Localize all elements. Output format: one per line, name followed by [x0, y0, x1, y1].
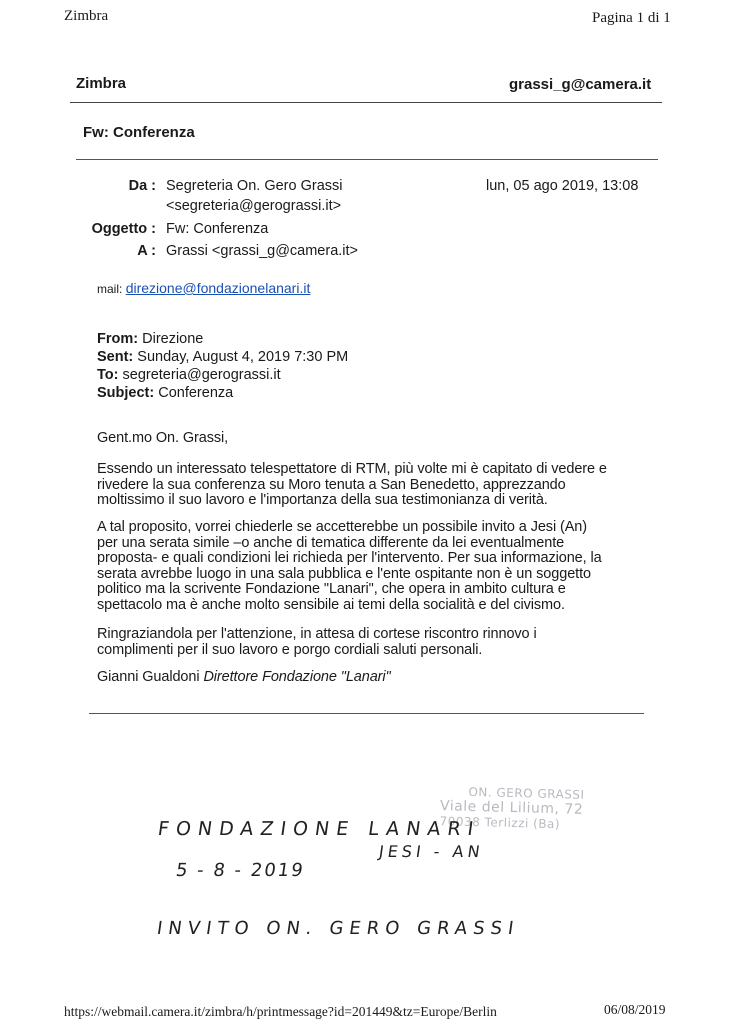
fwd-subject-row	[97, 384, 233, 402]
from-name: Segreteria On. Gero Grassi	[166, 178, 343, 194]
from-email: <segreteria@gerograssi.it>	[166, 198, 342, 214]
paragraph-2-line: per una serata simile –o anche di tematica differente da lei eventualmente	[97, 534, 565, 551]
mail-link[interactable]: direzione@fondazionelanari.it	[125, 280, 311, 296]
print-footer-date: 06/08/2019	[604, 1002, 666, 1017]
subject-row	[68, 220, 468, 240]
paragraph-2-line: spettacolo ma è anche molto sensibile ai temi della socialità e del civismo.	[97, 596, 565, 613]
subject-label: Oggetto :	[91, 221, 156, 237]
print-footer-url: https://webmail.camera.it/zimbra/h/printmessage?id=201449&tz=Europe/Berlin	[64, 1004, 497, 1019]
paragraph-2-line: politico ma la scrivente Fondazione "Lanari", che opera in ambito cultura e	[97, 581, 566, 597]
paragraph-3-line: Ringraziandola per l'attenzione, in attesa di cortese riscontro rinnovo i	[97, 626, 537, 642]
fwd-sent-row	[97, 348, 348, 366]
fwd-to-value: segreteria@gerograssi.it	[122, 367, 281, 383]
paragraph-2-line: proposta- e quali condizioni lei richieda per l'intervento. Per sua informazione, la	[97, 550, 602, 566]
stamp-line: ON. GERO GRASSI	[468, 784, 585, 802]
fwd-from-row	[97, 330, 203, 348]
signature-title: Direttore Fondazione "Lanari"	[203, 669, 391, 685]
from-label: Da :	[128, 178, 156, 194]
fwd-from-label: From:	[97, 331, 139, 347]
greeting: Gent.mo On. Grassi,	[97, 430, 229, 446]
print-header-page: Pagina 1 di 1	[592, 10, 671, 26]
paragraph-1-line: rivedere la sua conferenza su Moro tenuta a San Benedetto, apprezzando	[97, 476, 566, 493]
fwd-sent-label: Sent:	[97, 349, 134, 365]
footer-divider	[89, 713, 644, 714]
fwd-to-label: To:	[97, 367, 119, 383]
handwritten-note-3: 5 - 8 - 2019	[174, 860, 307, 881]
handwritten-note-4: INVITO ON. GERO GRASSI	[155, 918, 521, 939]
subject-value: Fw: Conferenza	[166, 221, 269, 237]
fwd-sent-value: Sunday, August 4, 2019 7:30 PM	[137, 349, 349, 365]
to-row	[68, 242, 468, 262]
paragraph-2-line: serata avrebbe luogo in una sala pubblica e l'ente ospitante non è un soggetto	[97, 565, 591, 582]
fwd-subject-label: Subject:	[97, 385, 155, 401]
fwd-to-row	[97, 366, 281, 384]
paragraph-3-line: complimenti per il suo lavoro e porgo cordiali saluti personali.	[97, 641, 483, 658]
paragraph-1	[97, 462, 637, 509]
paragraph-1-line: moltissimo il suo lavoro e l'importanza della sua testimonianza di verità.	[97, 492, 548, 508]
stamp-line: Viale del Lilium, 72	[439, 798, 584, 818]
handwritten-note-1: FONDAZIONE LANARI	[156, 818, 482, 840]
message-date: lun, 05 ago 2019, 13:08	[486, 178, 639, 194]
stamp-line: 70038 Terlizzi (Ba)	[439, 814, 561, 832]
message-subject-title: Fw: Conferenza	[83, 124, 195, 141]
mail-prefix: mail:	[97, 282, 123, 296]
paragraph-3	[97, 627, 637, 658]
print-header-app: Zimbra	[64, 8, 109, 24]
to-value: Grassi <grassi_g@camera.it>	[166, 243, 359, 259]
mail-line	[97, 280, 310, 296]
from-row	[68, 177, 668, 217]
account-email: grassi_g@camera.it	[509, 76, 652, 93]
signature-name: Gianni Gualdoni	[97, 669, 200, 685]
to-label: A :	[137, 243, 156, 259]
fwd-from-value: Direzione	[142, 331, 204, 347]
paragraph-2	[97, 520, 637, 613]
fwd-subject-value: Conferenza	[158, 385, 234, 401]
subject-divider	[76, 159, 658, 160]
mail-app-title: Zimbra	[76, 75, 127, 92]
handwritten-note-2: JESI - AN	[377, 842, 485, 861]
paragraph-2-line: A tal proposito, vorrei chiederle se accetterebbe un possibile invito a Jesi (An)	[97, 519, 587, 535]
paragraph-1-line: Essendo un interessato telespettatore di RTM, più volte mi è capitato di vedere e	[97, 461, 607, 477]
header-divider	[70, 102, 662, 103]
signature	[97, 670, 637, 686]
